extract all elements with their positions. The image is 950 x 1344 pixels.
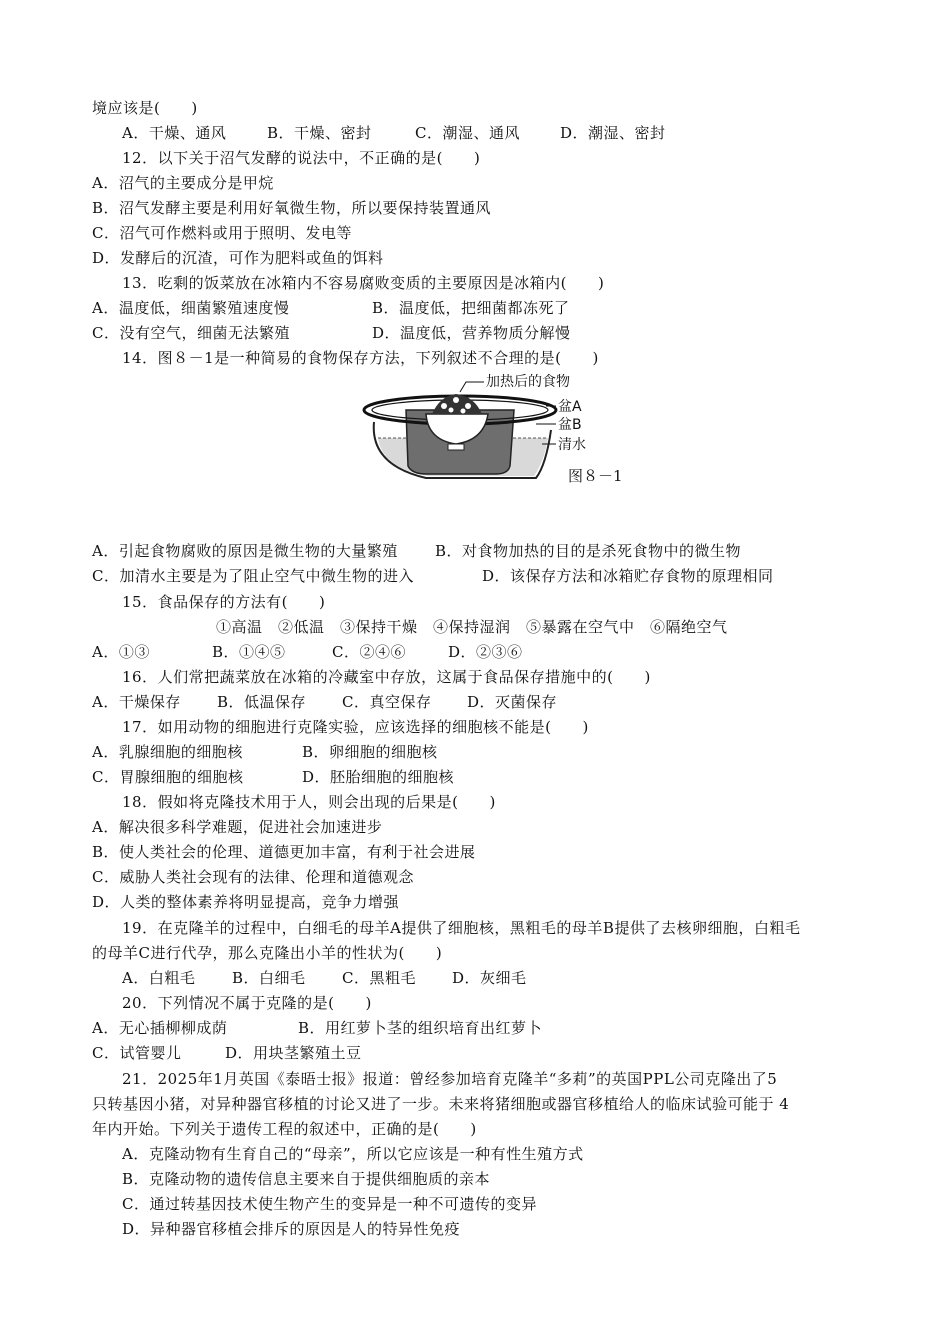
option-b: B．卵细胞的细胞核 (302, 743, 438, 761)
question-21-line-3: 年内开始。下列关于遗传工程的叙述中，正确的是( ) (92, 1120, 477, 1138)
option-c: C．黑粗毛 (342, 969, 416, 987)
q20-options-cd (0, 1043, 950, 1063)
option-c: C．威胁人类社会现有的法律、伦理和道德观念 (92, 868, 414, 886)
option-b: B．用红萝卜茎的组织培育出红萝卜 (298, 1019, 543, 1037)
option-d: D．人类的整体素养将明显提高，竞争力增强 (92, 893, 400, 911)
option-b: B．低温保存 (217, 693, 307, 711)
q14-options-cd (0, 566, 950, 586)
option-d: D．潮湿、密封 (560, 124, 666, 142)
q13-options-ab (0, 298, 950, 318)
q11-options (0, 123, 950, 143)
option-c: C．②④⑥ (332, 643, 406, 661)
option-b: B．对食物加热的目的是杀死食物中的微生物 (435, 542, 742, 560)
question-18: 18．假如将克隆技术用于人，则会出现的后果是( ) (122, 793, 496, 811)
option-c: C．试管婴儿 (92, 1044, 182, 1062)
q15-methods: ①高温 ②低温 ③保持干燥 ④保持湿润 ⑤暴露在空气中 ⑥隔绝空气 (216, 618, 728, 636)
q15-options (0, 642, 950, 662)
option-b: B．①④⑤ (212, 643, 286, 661)
question-14: 14．图８－1是一种简易的食物保存方法，下列叙述不合理的是( ) (122, 349, 599, 367)
option-c: C．真空保存 (342, 693, 432, 711)
option-a: A．克隆动物有生育自己的“母亲”，所以它应该是一种有性生殖方式 (122, 1145, 584, 1163)
option-a: A．温度低，细菌繁殖速度慢 (92, 299, 290, 317)
label-basin-a: 盆A (558, 399, 582, 415)
text-line: 境应该是( ) (92, 99, 198, 117)
question-20: 20．下列情况不属于克隆的是( ) (122, 994, 372, 1012)
option-d: D．该保存方法和冰箱贮存食物的原理相同 (482, 567, 774, 585)
option-a: A．①③ (92, 643, 150, 661)
option-a: A．沼气的主要成分是甲烷 (92, 174, 274, 192)
option-c: C．通过转基因技术使生物产生的变异是一种不可遗传的变异 (122, 1195, 537, 1213)
label-heated-food: 加热后的食物 (486, 374, 570, 390)
option-c: C．加清水主要是为了阻止空气中微生物的进入 (92, 567, 414, 585)
question-19-line-2: 的母羊C进行代孕，那么克隆出小羊的性状为( ) (92, 944, 443, 962)
option-b: B．克隆动物的遗传信息主要来自于提供细胞质的亲本 (122, 1170, 491, 1188)
option-b: B．使人类社会的伦理、道德更加丰富，有利于社会进展 (92, 843, 476, 861)
option-d: D．温度低，营养物质分解慢 (372, 324, 571, 342)
question-15: 15．食品保存的方法有( ) (122, 593, 326, 611)
option-a: A．乳腺细胞的细胞核 (92, 743, 243, 761)
option-d: D．异种器官移植会排斥的原因是人的特异性免疫 (122, 1220, 461, 1238)
option-d: D．②③⑥ (448, 643, 523, 661)
option-c: C．潮湿、通风 (415, 124, 520, 142)
option-b: B．白细毛 (232, 969, 306, 987)
q14-options-ab (0, 541, 950, 561)
option-a: A．无心插柳柳成荫 (92, 1019, 228, 1037)
q20-options-ab (0, 1018, 950, 1038)
option-c: C．没有空气，细菌无法繁殖 (92, 324, 290, 342)
option-a: A．白粗毛 (122, 969, 196, 987)
option-d: D．用块茎繁殖土豆 (225, 1044, 362, 1062)
figure-caption: 图８－1 (568, 467, 623, 485)
option-d: D．胚胎细胞的细胞核 (302, 768, 455, 786)
option-c: C．胃腺细胞的细胞核 (92, 768, 244, 786)
option-a: A．解决很多科学难题，促进社会加速进步 (92, 818, 383, 836)
q17-options-ab (0, 742, 950, 762)
question-13: 13．吃剩的饭菜放在冰箱内不容易腐败变质的主要原因是冰箱内( ) (122, 274, 605, 292)
q13-options-cd (0, 323, 950, 343)
option-a: A．干燥、通风 (122, 124, 227, 142)
q19-options (0, 968, 950, 988)
question-17: 17．如用动物的细胞进行克隆实验，应该选择的细胞核不能是( ) (122, 718, 589, 736)
q16-options (0, 692, 950, 712)
option-b: B．沼气发酵主要是利用好氧微生物，所以要保持装置通风 (92, 199, 492, 217)
option-d: D．发酵后的沉渣，可作为肥料或鱼的饵料 (92, 249, 384, 267)
label-basin-b: 盆B (558, 417, 582, 433)
option-b: B．干燥、密封 (267, 124, 372, 142)
question-16: 16．人们常把蔬菜放在冰箱的冷藏室中存放，这属于食品保存措施中的( ) (122, 668, 651, 686)
option-a: A．干燥保存 (92, 693, 181, 711)
question-21-line-1: 21．2025年1月英国《泰晤士报》报道：曾经参加培育克隆羊“多莉”的英国PPL公司克隆出了5 (122, 1070, 778, 1088)
question-19-line-1: 19．在克隆羊的过程中，白细毛的母羊A提供了细胞核，黑粗毛的母羊B提供了去核卵细胞，白粗毛 (122, 919, 801, 937)
option-d: D．灭菌保存 (467, 693, 558, 711)
question-12: 12．以下关于沼气发酵的说法中，不正确的是( ) (122, 149, 481, 167)
question-21-line-2: 只转基因小猪，对异种器官移植的讨论又进了一步。未来将猪细胞或器官移植给人的临床试验可能于 4 (92, 1095, 790, 1113)
option-a: A．引起食物腐败的原因是微生物的大量繁殖 (92, 542, 398, 560)
label-water: 清水 (558, 437, 586, 453)
option-b: B．温度低，把细菌都冻死了 (372, 299, 570, 317)
option-c: C．沼气可作燃料或用于照明、发电等 (92, 224, 352, 242)
option-d: D．灰细毛 (452, 969, 527, 987)
q17-options-cd (0, 767, 950, 787)
